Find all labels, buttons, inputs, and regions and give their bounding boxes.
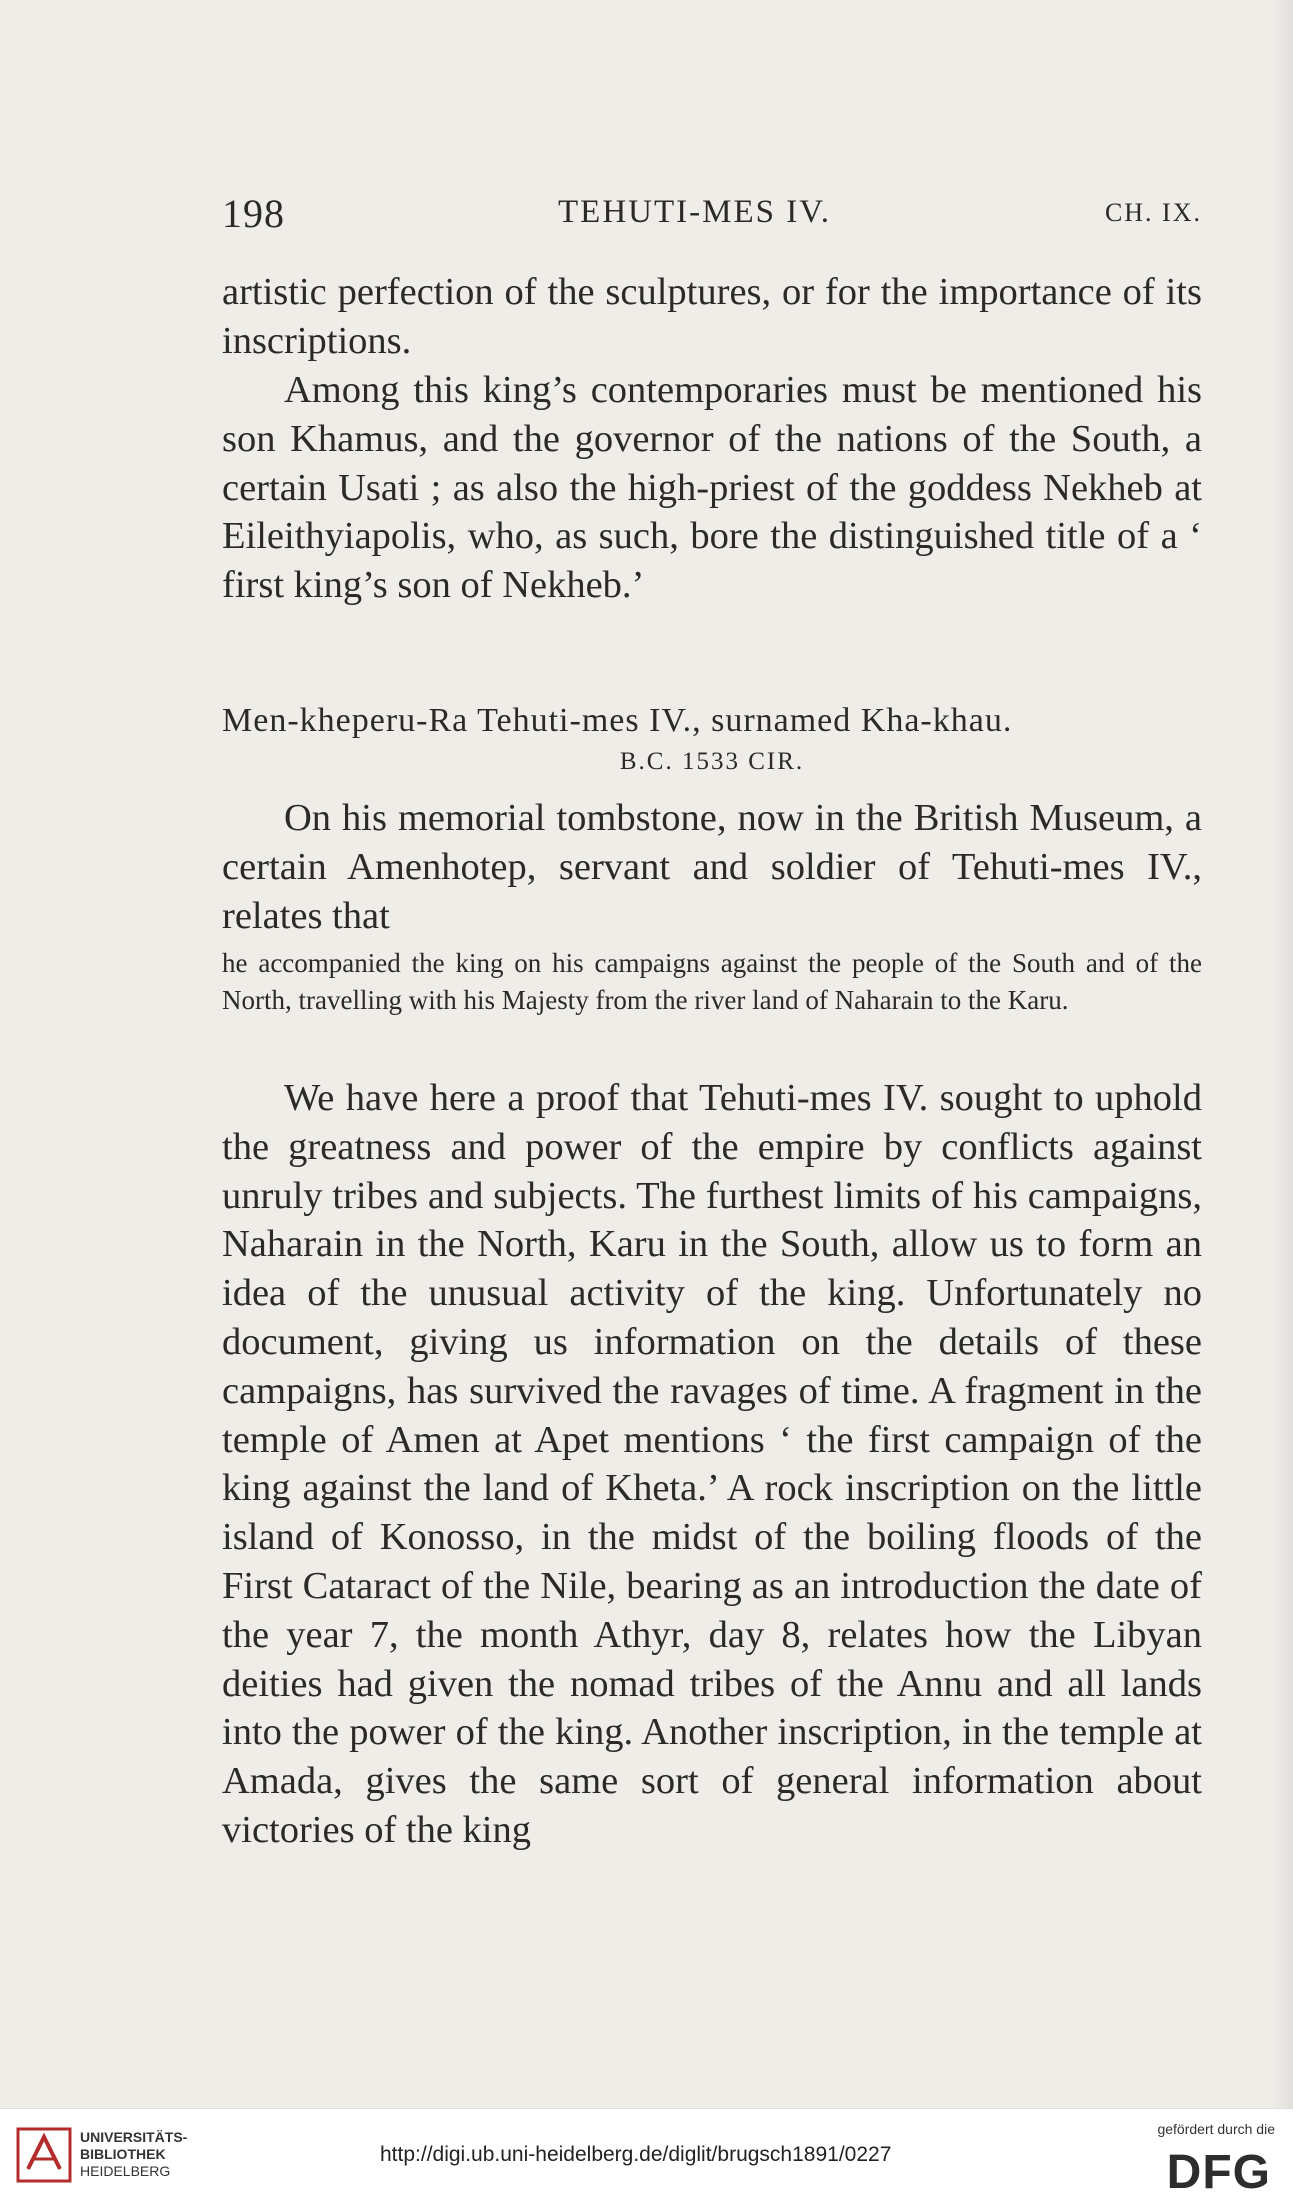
dfg-logo: DFG bbox=[1166, 2146, 1271, 2199]
funder-note: gefördert durch die bbox=[1157, 2121, 1275, 2137]
paragraph-text: On his memorial tombstone, now in the British Museum, a certain Amenhotep, servant and soldier of Tehuti-mes IV., relates that bbox=[222, 797, 1202, 937]
library-name bbox=[80, 2129, 187, 2180]
paragraph-continuation bbox=[222, 268, 1202, 366]
running-head bbox=[222, 190, 1202, 240]
running-title: TEHUTI-MES IV. bbox=[558, 194, 832, 230]
library-name-line: HEIDELBERG bbox=[80, 2163, 171, 2179]
block-quote: he accompanied the king on his campaigns against the people of the South and of the North, travelling with his Majesty from the river land of Naharain to the Karu. bbox=[222, 948, 1202, 1015]
paragraph-campaigns bbox=[222, 1074, 1202, 1855]
paragraph-text: artistic perfection of the sculptures, or for the importance of its inscriptions. bbox=[222, 271, 1202, 362]
viewer-footer bbox=[0, 2108, 1293, 2201]
university-library-logo bbox=[14, 2123, 74, 2183]
chapter-reference: CH. IX. bbox=[1104, 198, 1202, 227]
library-name-line: BIBLIOTHEK bbox=[80, 2146, 166, 2162]
library-name-line: UNIVERSITÄTS- bbox=[80, 2129, 188, 2145]
permalink-url[interactable]: http://digi.ub.uni-heidelberg.de/diglit/brugsch1891/0227 bbox=[380, 2143, 892, 2166]
section-heading: Men-kheperu-Ra Tehuti-mes IV., surnamed Kha-khau. bbox=[222, 702, 1013, 739]
paragraph-contemporaries bbox=[222, 366, 1202, 610]
page-edge-shadow bbox=[1271, 0, 1293, 2108]
paragraph-text: We have here a proof that Tehuti-mes IV. sought to uphold the greatness and power of the empire by conflicts against unruly tribes and subjects. The furthest limits of his campaigns, Naharain in the North, Karu in the South, allow us to form an idea of the unusual activity of the king. Unfortunately no document, giving us information on the details of these campaigns, has survived the ravages of time. A fragment in the temple of Amen at Apet mentions ‘ the first campaign of the king against the land of Kheta.’ A rock inscription on the little island of Konosso, in the midst of the boiling floods of the First Cataract of the Nile, bearing as an introduction the date of the year 7, the month Athyr, day 8, relates how the Libyan deities had given the nomad tribes of the Annu and all lands into the power of the king. Another inscription, in the temple at Amada, gives the same sort of general information about victories of the king bbox=[222, 1077, 1202, 1851]
section-dateline: B.C. 1533 CIR. bbox=[619, 748, 805, 775]
paragraph-tombstone bbox=[222, 794, 1202, 940]
paragraph-text: Among this king’s contemporaries must be mentioned his son Khamus, and the governor of the nations of the South, a certain Usati ; as also the high-priest of the goddess Nekheb at Eileithyiapolis, who, as such, bore the distinguished title of a ‘ first king’s son of Nekheb.’ bbox=[222, 369, 1202, 607]
page-number: 198 bbox=[222, 191, 285, 236]
